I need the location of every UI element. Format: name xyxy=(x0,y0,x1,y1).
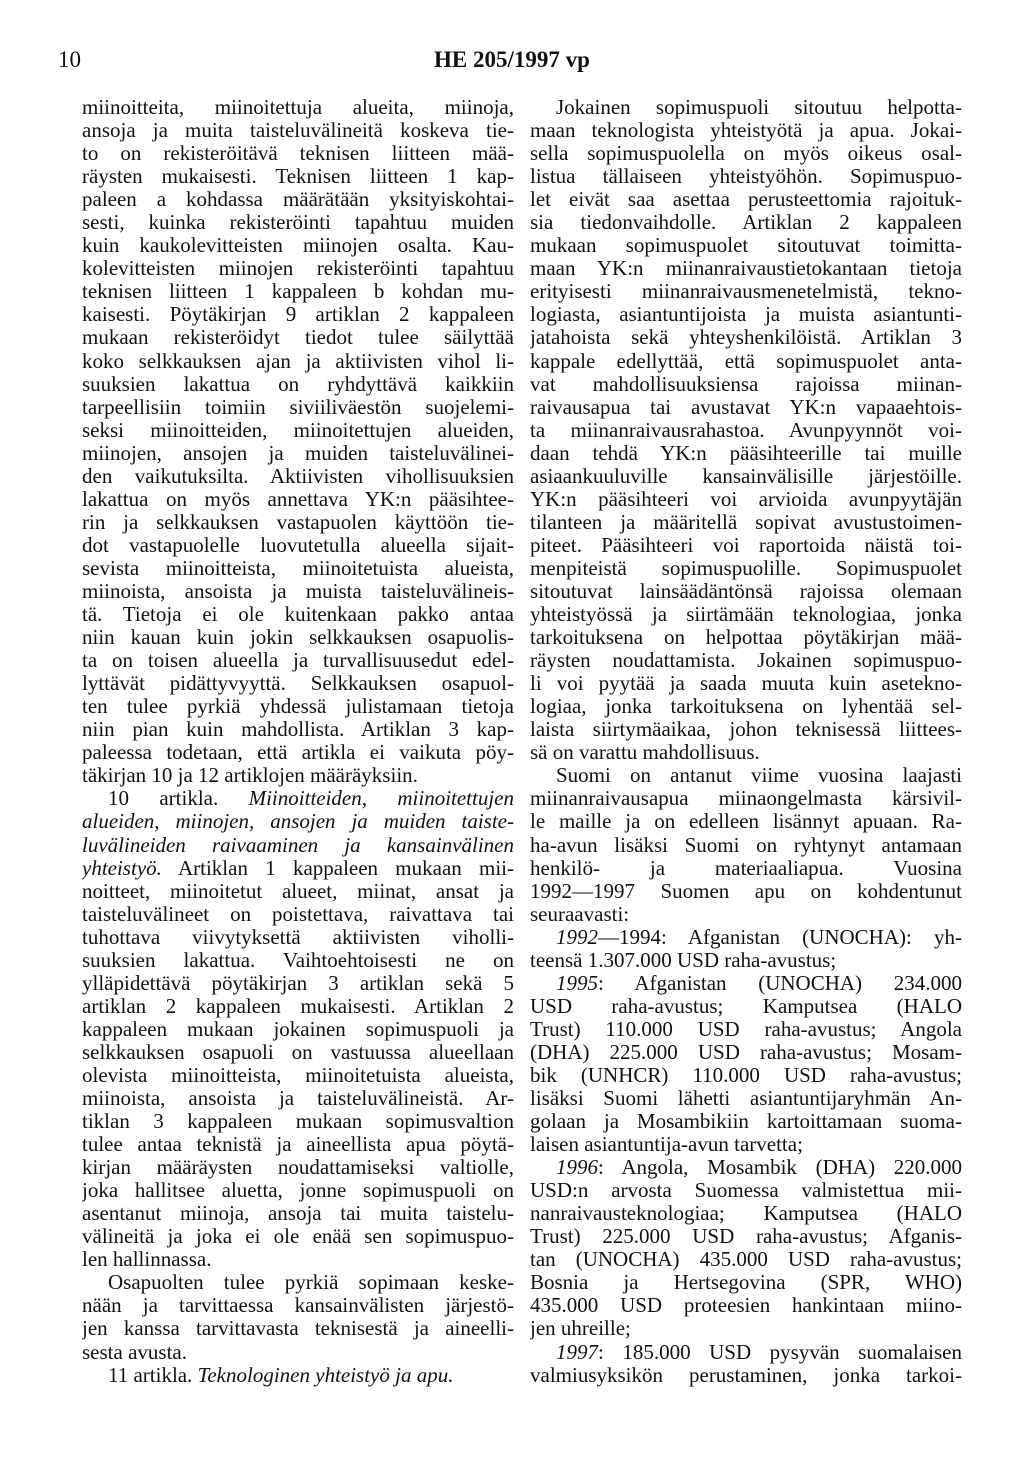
paragraph-line: tuhottava viivytyksettä aktiivisten viholli- xyxy=(82,925,514,949)
aid-text: Afganistan (UNOCHA): yh- xyxy=(666,925,962,949)
paragraph-line: daan tehdä YK:n pääsihteerille tai muille xyxy=(530,441,962,465)
aid-entry-line: jen uhreille; xyxy=(530,1317,631,1341)
aid-text: 185.000 USD pysyvän suomalaisen xyxy=(603,1340,962,1364)
article-10-title: yhteistyö. xyxy=(82,856,162,880)
paragraph-line: niin pian kuin mahdollista. Artiklan 3 kap- xyxy=(82,718,514,742)
aid-year-suffix: : xyxy=(598,971,604,995)
paragraph-line: miinoitteita, miinoitettuja alueita, miinoja, xyxy=(82,96,514,119)
paragraph-line: olevista miinoitteista, miinoitetuista alueista, xyxy=(82,1063,514,1087)
paragraph-line: Suomi on antanut viime vuosina laajasti xyxy=(556,764,962,788)
aid-text: Afganistan (UNOCHA) 234.000 xyxy=(603,971,962,995)
paragraph-line: logiasta, asiantuntijoista ja muista asiantunti- xyxy=(530,303,962,327)
paragraph-line: YK:n pääsihteeri voi arvioida avunpyytäjän xyxy=(530,487,962,511)
paragraph-line: räysten mukaisesti. Teknisen liitteen 1 kap- xyxy=(82,165,514,189)
paragraph-line: ha-avun lisäksi Suomi on ryhtynyt antamaan xyxy=(530,833,962,857)
paragraph-line: erityisesti miinanraivausmenetelmistä, tekno- xyxy=(530,280,962,304)
paragraph-line: taisteluvälineet on poistettava, raivattava tai xyxy=(82,902,514,926)
paragraph-line: asiaankuuluville kansainvälisille järjestöille. xyxy=(530,464,962,488)
aid-entry-line: Trust) 110.000 USD raha-avustus; Angola xyxy=(530,1017,962,1041)
aid-entry-line: lisäksi Suomi lähetti asiantuntijaryhmän An- xyxy=(530,1087,962,1111)
paragraph-line: sä on varattu mahdollisuus. xyxy=(530,741,760,765)
paragraph-line: let eivät saa asettaa perusteettomia rajoituk- xyxy=(530,188,962,212)
aid-entry-line: teensä 1.307.000 USD raha-avustus; xyxy=(530,948,837,972)
paragraph-line: tä. Tietoja ei ole kuitenkaan pakko antaa xyxy=(82,603,514,627)
aid-entry-line: laisen asiantuntija-avun tarvetta; xyxy=(530,1133,803,1157)
paragraph-line: Osapuolten tulee pyrkiä sopimaan keske- xyxy=(108,1271,514,1295)
paragraph-line: täkirjan 10 ja 12 artiklojen määräyksiin. xyxy=(82,764,418,788)
paragraph-line: suuksien lakattua on ryhdyttävä kaikkiin xyxy=(82,372,514,396)
paragraph-line: ylläpidettävä pöytäkirjan 3 artiklan sekä 5 xyxy=(82,971,514,995)
paragraph-line: to on rekisteröitävä teknisen liitteen mää- xyxy=(82,142,514,166)
paragraph-line: sesti, kuinka rekisteröinti tapahtuu muiden xyxy=(82,211,514,235)
paragraph-line: maan YK:n miinanraivaustietokantaan tietoja xyxy=(530,257,962,281)
paragraph-line: piteet. Pääsihteeri voi raportoida näistä toi- xyxy=(530,533,962,557)
aid-entry-line: golaan ja Mosambikiin kartoittamaan suoma- xyxy=(530,1110,962,1134)
paragraph-line: listua tällaiseen yhteistyöhön. Sopimuspuo- xyxy=(530,165,962,189)
article-heading-line xyxy=(82,857,514,880)
article-10-title: alueiden, miinojen, ansojen ja muiden taiste- xyxy=(82,810,514,834)
aid-entry-line: 435.000 USD proteesien hankintaan miino- xyxy=(530,1294,962,1318)
paragraph-line: rin ja selkkauksen vastapuolen käyttöön tie- xyxy=(82,510,514,534)
aid-year: 1992 xyxy=(556,925,598,949)
paragraph-line: yhteistyössä ja siirtämään teknologiaa, jonka xyxy=(530,603,962,627)
article-10-text: Artiklan 1 kappaleen mukaan mii- xyxy=(177,856,514,880)
paragraph-line: mukaan sopimuspuolet sitoutuvat toimitta- xyxy=(530,234,962,258)
right-column xyxy=(530,96,962,1387)
paragraph-line: artiklan 2 kappaleen mukaisesti. Artiklan 2 xyxy=(82,994,514,1018)
paragraph-line: li voi pyytää ja saada muuta kuin aseteknо- xyxy=(530,672,962,696)
paragraph-line: raivausapua tai avustavat YK:n vapaaehtois- xyxy=(530,395,962,419)
paragraph-line: paleen a kohdassa määrätään yksityiskohtai- xyxy=(82,188,514,212)
paragraph-line: kaisesti. Pöytäkirjan 9 artiklan 2 kappaleen xyxy=(82,303,514,327)
paragraph-line: laista siirtymäaikaa, johon teknisessä liittees- xyxy=(530,718,962,742)
paragraph-line: sella sopimuspuolella on myös oikeus osal- xyxy=(530,142,962,166)
aid-entry-line: (DHA) 225.000 USD raha-avustus; Mosam- xyxy=(530,1040,962,1064)
paragraph-line: tarpeellisiin toimiin siviiliväestön suojelemi- xyxy=(82,395,514,419)
paragraph-line: niin kauan kuin jokin selkkauksen osapuolis- xyxy=(82,626,514,650)
paragraph-line: ten tulee pyrkiä yhdessä julistamaan tietoja xyxy=(82,695,514,719)
aid-year: 1997 xyxy=(556,1340,598,1364)
paragraph-line: lakattua on myös annettava YK:n pääsihtee- xyxy=(82,487,514,511)
paragraph-line: tarkoituksena on helpottaa pöytäkirjan mää- xyxy=(530,626,962,650)
paragraph-line: kirjan määräysten noudattamiseksi valtiolle, xyxy=(82,1156,514,1180)
aid-year: 1995 xyxy=(556,971,598,995)
paragraph-line: teknisen liitteen 1 kappaleen b kohdan mu- xyxy=(82,280,514,304)
paragraph-line: kappaleen mukaan jokainen sopimuspuoli ja xyxy=(82,1017,514,1041)
paragraph-line: menpiteistä sopimuspuolille. Sopimuspuolet xyxy=(530,556,962,580)
paragraph-line: kappale edellyttää, että sopimuspuolet anta- xyxy=(530,349,962,373)
aid-entry-line: Trust) 225.000 USD raha-avustus; Afganis- xyxy=(530,1225,962,1249)
article-10-title: Miinoitteiden, miinoitettujen xyxy=(248,787,514,811)
paragraph-line: koko selkkauksen ajan ja aktiivisten vihol li- xyxy=(82,349,514,373)
paragraph-line: miinoista, ansoista ja muista taisteluvälineis- xyxy=(82,579,514,603)
paragraph-line: sitoutuvat lainsäädäntönsä rajoissa olemaan xyxy=(530,579,962,603)
article-heading-line xyxy=(82,834,514,857)
paragraph-line: ta miinanraivausrahastoa. Avunpyynnöt voi- xyxy=(530,418,962,442)
aid-entry-line xyxy=(530,972,962,995)
paragraph-line: miinojen, ansojen ja muiden taisteluvälinei- xyxy=(82,441,514,465)
article-heading-line xyxy=(82,1364,514,1387)
paragraph-line: Jokainen sopimuspuoli sitoutuu helpotta- xyxy=(556,96,962,119)
left-column xyxy=(82,96,514,1387)
aid-text: Angola, Mosambik (DHA) 220.000 xyxy=(603,1156,962,1180)
paragraph-line: jen kanssa tarvittavasta teknisestä ja aineelli- xyxy=(82,1317,514,1341)
aid-entry-line: tan (UNOCHA) 435.000 USD raha-avustus; xyxy=(530,1248,962,1272)
aid-entry-line: bik (UNHCR) 110.000 USD raha-avustus; xyxy=(530,1063,962,1087)
paragraph-line: jatahoista sekä yhteyshenkilöistä. Artiklan 3 xyxy=(530,326,962,350)
aid-entry-line: USD raha-avustus; Kamputsea (HALO xyxy=(530,994,962,1018)
paragraph-line: sesta avusta. xyxy=(82,1340,187,1364)
aid-entry-line: USD:n arvosta Suomessa valmistettua mii- xyxy=(530,1179,962,1203)
paragraph-line: tiklan 3 kappaleen mukaan sopimusvaltion xyxy=(82,1110,514,1134)
paragraph-line: tilanteen ja määritellä sopivat avustustoimen- xyxy=(530,510,962,534)
aid-entry-line: valmiusyksikön perustaminen, jonka tarkoi- xyxy=(530,1363,962,1387)
article-10-label: 10 artikla. xyxy=(108,787,219,811)
paragraph-line: seksi miinoitteiden, miinoitettujen alueiden, xyxy=(82,418,514,442)
paragraph-line: joka hallitsee aluetta, jonne sopimuspuoli on xyxy=(82,1179,514,1203)
article-heading-line xyxy=(82,810,514,833)
paragraph-line: ansoja ja muita taisteluvälineitä koskeva tie- xyxy=(82,119,514,143)
paragraph-line: tulee antaa teknistä ja aineellista apua pöytä- xyxy=(82,1133,514,1157)
running-head: HE 205/1997 vp xyxy=(434,47,590,72)
paragraph-line: miinoista, ansoista ja taisteluvälineistä. Ar- xyxy=(82,1087,514,1111)
paragraph-line: välineitä ja joka ei ole enää sen sopimuspuo- xyxy=(82,1225,514,1249)
aid-entry-line: nanraivausteknologiaa; Kamputsea (HALO xyxy=(530,1202,962,1226)
paragraph-line: asentanut miinoja, ansoja tai muita taistelu- xyxy=(82,1202,514,1226)
paragraph-line: len hallinnassa. xyxy=(82,1248,212,1272)
aid-entry-line xyxy=(530,1341,962,1364)
paragraph-line: sia tiedonvaihdolle. Artiklan 2 kappaleen xyxy=(530,211,962,235)
paragraph-line: vat mahdollisuuksiensa rajoissa miinan- xyxy=(530,372,962,396)
aid-year-suffix: : xyxy=(598,1340,604,1364)
paragraph-line: sevista miinoitteista, miinoitetuista alueista, xyxy=(82,556,514,580)
paragraph-line: mukaan rekisteröidyt tiedot tulee säilyttää xyxy=(82,326,514,350)
paragraph-line: lyttävät pidättyvyyttä. Selkkauksen osapuol- xyxy=(82,672,514,696)
paragraph-line: suuksien lakattua. Vaihtoehtoisesti ne on xyxy=(82,948,514,972)
article-11-label: 11 artikla. xyxy=(108,1363,193,1387)
paragraph-line: ta on toisen alueella ja turvallisuusedut edel- xyxy=(82,649,514,673)
paragraph-line: logiaa, jonka tarkoituksena on lyhentää sel- xyxy=(530,695,962,719)
paragraph-line: dot vastapuolelle luovutetulla alueella sijait- xyxy=(82,533,514,557)
paragraph-line: kuin kaukolevitteisten miinojen osalta. Kau- xyxy=(82,234,514,258)
paragraph-line: kolevitteisten miinojen rekisteröinti tapahtuu xyxy=(82,257,514,281)
aid-entry-line xyxy=(530,926,962,949)
aid-entry-line: Bosnia ja Hertsegovina (SPR, WHO) xyxy=(530,1271,962,1295)
paragraph-line: räysten noudattamista. Jokainen sopimuspuo- xyxy=(530,649,962,673)
aid-year-suffix: : xyxy=(598,1156,604,1180)
aid-year-suffix: —1994: xyxy=(598,925,667,949)
paragraph-line: 1992—1997 Suomen apu on kohdentunut xyxy=(530,879,962,903)
paragraph-line: selkkauksen osapuoli on vastuussa alueellaan xyxy=(82,1040,514,1064)
paragraph-line: nään ja tarvittaessa kansainvälisten järjestö- xyxy=(82,1294,514,1318)
article-10-title: luvälineiden raivaaminen ja kansainvälinen xyxy=(82,833,514,857)
page-number: 10 xyxy=(58,47,81,72)
paragraph-line: seuraavasti: xyxy=(530,902,630,926)
paragraph-line: noitteet, miinoitetut alueet, miinat, ansat ja xyxy=(82,879,514,903)
paragraph-line: le maille ja on edelleen lisännyt apuaan. Ra- xyxy=(530,810,962,834)
paragraph-line: maan teknologista yhteistyötä ja apua. Jokai- xyxy=(530,119,962,143)
paragraph-line: miinanraivausapua miinaongelmasta kärsivil- xyxy=(530,787,962,811)
paragraph-line: paleessa todetaan, että artikla ei vaikuta pöy- xyxy=(82,741,514,765)
aid-year: 1996 xyxy=(556,1156,598,1180)
article-11-title: Teknologinen yhteistyö ja apu. xyxy=(197,1363,454,1387)
paragraph-line: den vaikutuksilta. Aktiivisten vihollisuuksien xyxy=(82,464,514,488)
paragraph-line: henkilö- ja materiaaliapua. Vuosina xyxy=(530,856,962,880)
article-heading-line xyxy=(82,787,514,810)
aid-entry-line xyxy=(530,1156,962,1179)
